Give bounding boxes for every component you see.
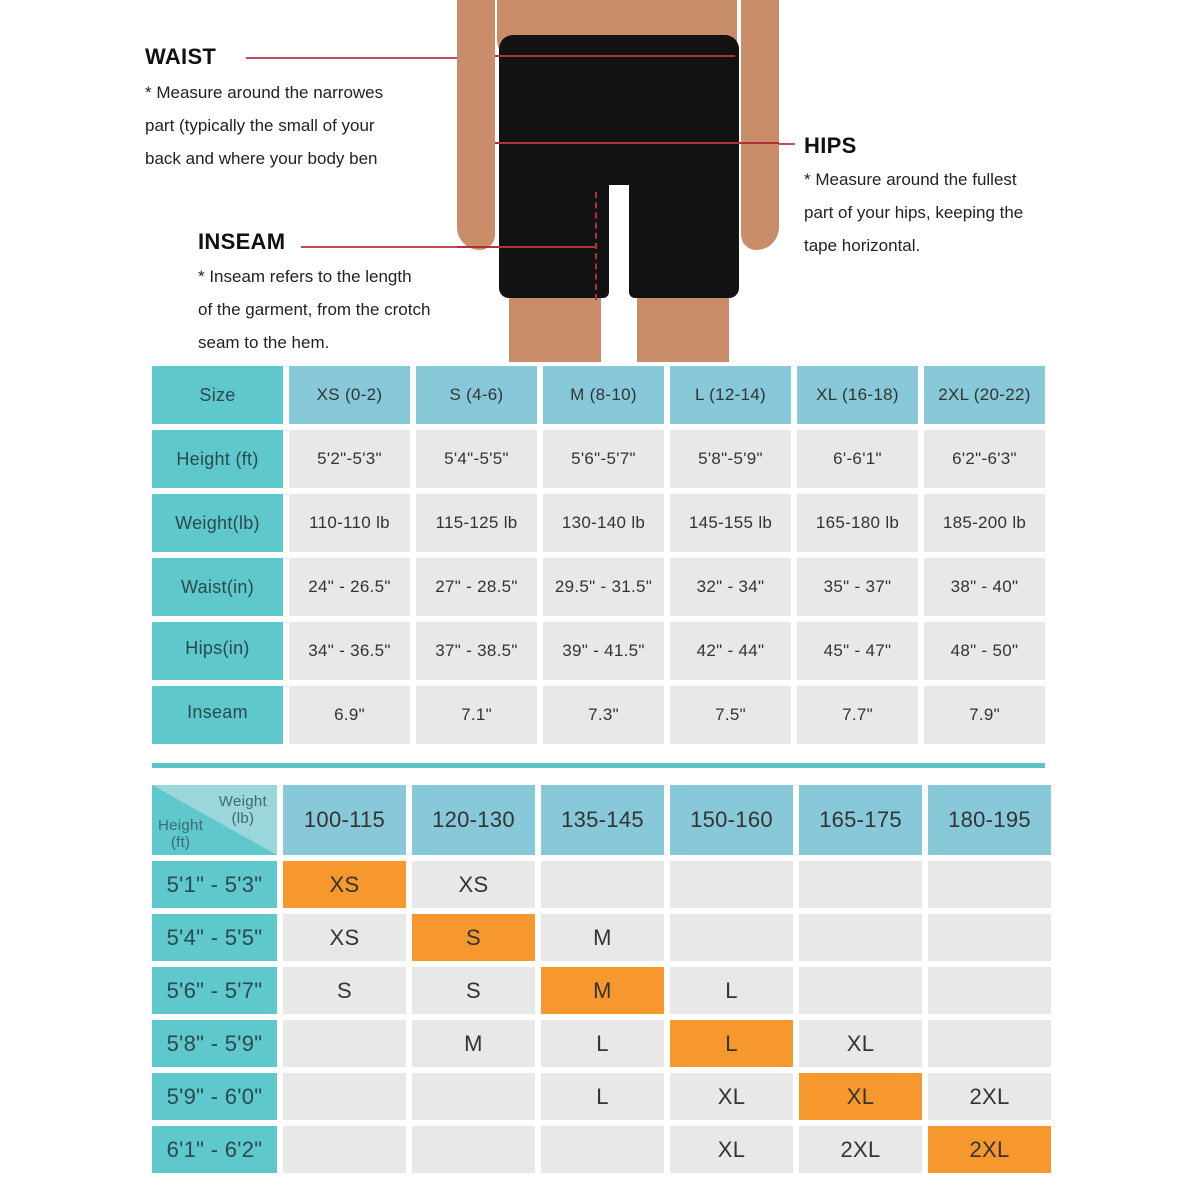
waist-description: * Measure around the narrowes part (typically the small of your back and where your body ben xyxy=(145,83,384,168)
size-col-m: M (8-10) xyxy=(543,366,664,424)
fit-cell: XS xyxy=(283,914,406,961)
row-label-inseam: Inseam xyxy=(152,686,283,744)
table-cell: 29.5" - 31.5" xyxy=(543,558,664,616)
right-arm xyxy=(741,0,779,250)
model-shorts-image xyxy=(457,0,779,362)
fit-cell-recommended: 2XL xyxy=(928,1126,1051,1173)
table-cell: 145-155 lb xyxy=(670,494,791,552)
height-weight-fit-table xyxy=(152,785,1051,1173)
fit-cell xyxy=(670,861,793,908)
fit-cell: M xyxy=(541,914,664,961)
table-cell: 7.3" xyxy=(543,686,664,744)
height-row-header: 6'1" - 6'2" xyxy=(152,1126,277,1173)
weight-col-header: 180-195 xyxy=(928,785,1051,855)
table-cell: 130-140 lb xyxy=(543,494,664,552)
table-cell: 7.5" xyxy=(670,686,791,744)
size-chart-table xyxy=(152,366,1045,744)
left-thigh xyxy=(509,298,601,362)
fit-cell-recommended: M xyxy=(541,967,664,1014)
fit-cell: M xyxy=(412,1020,535,1067)
table-cell: 7.1" xyxy=(416,686,537,744)
size-col-2xl: 2XL (20-22) xyxy=(924,366,1045,424)
hips-description: * Measure around the fullest part of your hips, keeping the tape horizontal. xyxy=(804,170,1024,255)
table-cell: 6'2"-6'3" xyxy=(924,430,1045,488)
table-cell: 37" - 38.5" xyxy=(416,622,537,680)
right-thigh xyxy=(637,298,729,362)
table-cell: 27" - 28.5" xyxy=(416,558,537,616)
shorts-left-leg xyxy=(499,180,609,298)
table-cell: 5'4"-5'5" xyxy=(416,430,537,488)
left-arm xyxy=(457,0,495,250)
size-col-xl: XL (16-18) xyxy=(797,366,918,424)
height-row-header: 5'9" - 6'0" xyxy=(152,1073,277,1120)
corner-header: Weight (lb) Height (ft) xyxy=(152,785,277,855)
fit-cell: S xyxy=(412,967,535,1014)
inseam-description: * Inseam refers to the length of the garment, from the crotch seam to the hem. xyxy=(198,267,431,352)
fit-cell xyxy=(928,1020,1051,1067)
fit-cell: L xyxy=(541,1020,664,1067)
table-cell: 45" - 47" xyxy=(797,622,918,680)
fit-cell xyxy=(799,967,922,1014)
fit-cell xyxy=(928,861,1051,908)
fit-cell xyxy=(928,967,1051,1014)
table-cell: 5'6"-5'7" xyxy=(543,430,664,488)
fit-cell xyxy=(412,1073,535,1120)
fit-cell: XL xyxy=(670,1073,793,1120)
inseam-title: INSEAM xyxy=(198,229,286,254)
table-cell: 38" - 40" xyxy=(924,558,1045,616)
table-cell: 110-110 lb xyxy=(289,494,410,552)
size-col-s: S (4-6) xyxy=(416,366,537,424)
weight-col-header: 135-145 xyxy=(541,785,664,855)
size-col-xs: XS (0-2) xyxy=(289,366,410,424)
table-cell: 5'2"-5'3" xyxy=(289,430,410,488)
table-cell: 48" - 50" xyxy=(924,622,1045,680)
fit-cell-recommended: S xyxy=(412,914,535,961)
table-cell: 35" - 37" xyxy=(797,558,918,616)
table-cell: 32" - 34" xyxy=(670,558,791,616)
fit-cell-recommended: L xyxy=(670,1020,793,1067)
weight-col-header: 165-175 xyxy=(799,785,922,855)
fit-cell: L xyxy=(670,967,793,1014)
fit-cell xyxy=(799,861,922,908)
table-cell: 7.9" xyxy=(924,686,1045,744)
table-cell: 115-125 lb xyxy=(416,494,537,552)
fit-cell: 2XL xyxy=(799,1126,922,1173)
table-cell: 24" - 26.5" xyxy=(289,558,410,616)
table-cell: 7.7" xyxy=(797,686,918,744)
fit-cell: L xyxy=(541,1073,664,1120)
height-row-header: 5'1" - 5'3" xyxy=(152,861,277,908)
fit-cell-recommended: XS xyxy=(283,861,406,908)
table-cell: 165-180 lb xyxy=(797,494,918,552)
fit-cell xyxy=(541,861,664,908)
fit-cell xyxy=(283,1073,406,1120)
table-cell: 6.9" xyxy=(289,686,410,744)
table-cell: 42" - 44" xyxy=(670,622,791,680)
fit-cell: XS xyxy=(412,861,535,908)
fit-cell: XL xyxy=(799,1020,922,1067)
fit-cell xyxy=(541,1126,664,1173)
size-header-label: Size xyxy=(152,366,283,424)
weight-col-header: 150-160 xyxy=(670,785,793,855)
table-cell: 5'8"-5'9" xyxy=(670,430,791,488)
fit-cell xyxy=(928,914,1051,961)
height-row-header: 5'6" - 5'7" xyxy=(152,967,277,1014)
table-cell: 185-200 lb xyxy=(924,494,1045,552)
row-label-hips: Hips(in) xyxy=(152,622,283,680)
weight-col-header: 100-115 xyxy=(283,785,406,855)
fit-cell: S xyxy=(283,967,406,1014)
weight-col-header: 120-130 xyxy=(412,785,535,855)
section-divider xyxy=(152,763,1045,768)
fit-cell xyxy=(283,1126,406,1173)
fit-cell: XL xyxy=(670,1126,793,1173)
height-row-header: 5'4" - 5'5" xyxy=(152,914,277,961)
fit-cell xyxy=(670,914,793,961)
fit-cell xyxy=(799,914,922,961)
shorts-body xyxy=(499,35,739,185)
waist-title: WAIST xyxy=(145,44,217,69)
hips-title: HIPS xyxy=(804,133,857,158)
row-label-weight: Weight(lb) xyxy=(152,494,283,552)
table-cell: 39" - 41.5" xyxy=(543,622,664,680)
row-label-height: Height (ft) xyxy=(152,430,283,488)
fit-cell xyxy=(283,1020,406,1067)
fit-cell xyxy=(412,1126,535,1173)
fit-cell: 2XL xyxy=(928,1073,1051,1120)
fit-cell-recommended: XL xyxy=(799,1073,922,1120)
table-cell: 34" - 36.5" xyxy=(289,622,410,680)
table-cell: 6'-6'1" xyxy=(797,430,918,488)
row-label-waist: Waist(in) xyxy=(152,558,283,616)
size-col-l: L (12-14) xyxy=(670,366,791,424)
height-row-header: 5'8" - 5'9" xyxy=(152,1020,277,1067)
shorts-right-leg xyxy=(629,180,739,298)
